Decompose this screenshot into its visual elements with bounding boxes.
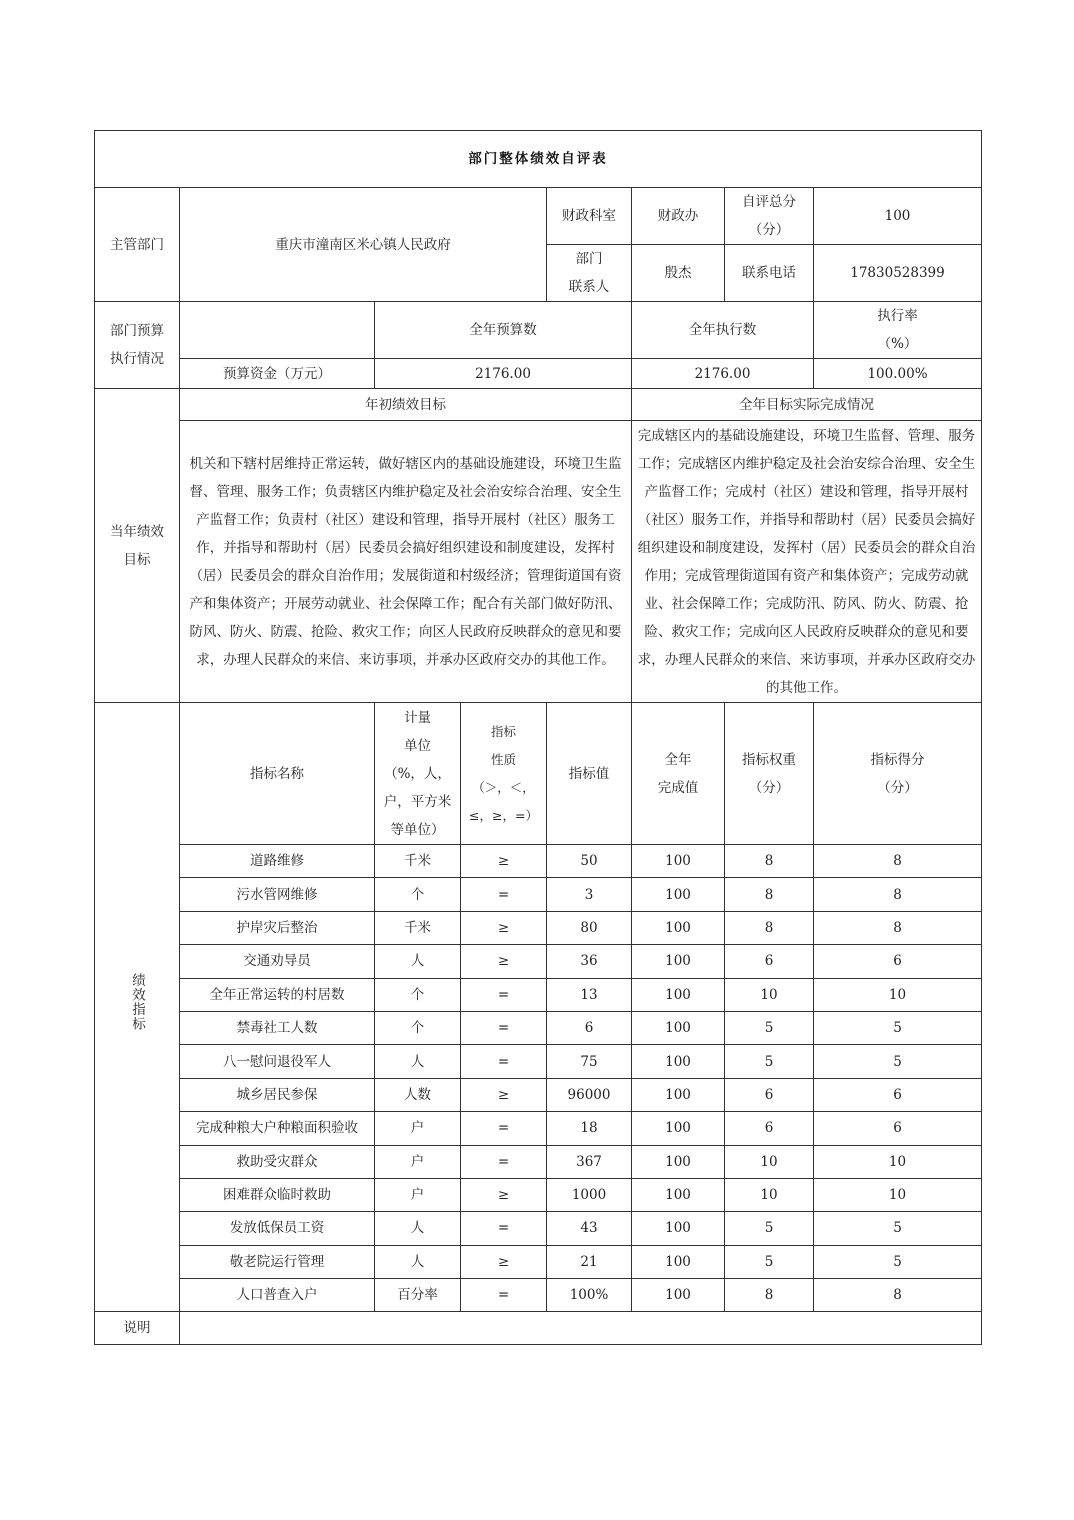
contact-value: 殷杰 (632, 245, 725, 302)
indicator-unit: 户 (375, 1112, 461, 1145)
indicator-target: 80 (547, 911, 632, 944)
indicator-row (95, 1245, 982, 1278)
col-weight-line2: （分） (748, 779, 790, 796)
indicator-unit: 个 (375, 978, 461, 1011)
indicator-name: 道路维修 (180, 845, 375, 878)
col-unit-line2: 单位 (404, 737, 431, 754)
indicator-name: 城乡居民参保 (180, 1078, 375, 1111)
col-nature-line4: ≤，≥，=） (469, 807, 538, 823)
indicator-name: 救助受灾群众 (180, 1145, 375, 1178)
indicator-nature: = (461, 878, 547, 911)
indicator-complete: 100 (632, 845, 725, 878)
budget-section-label (95, 302, 180, 389)
indicator-name: 全年正常运转的村居数 (180, 978, 375, 1011)
indicator-target: 43 (547, 1212, 632, 1245)
indicator-row (95, 845, 982, 878)
indicator-target: 50 (547, 845, 632, 878)
indicator-complete: 100 (632, 1178, 725, 1211)
indicator-complete: 100 (632, 1112, 725, 1145)
indicator-score: 10 (814, 1178, 982, 1211)
col-unit-line5: 等单位） (390, 821, 445, 838)
indicator-score: 5 (814, 1245, 982, 1278)
col-nature-line2: 性质 (490, 751, 516, 767)
budget-row-label: 预算资金（万元） (180, 359, 375, 389)
indicator-nature: = (461, 1279, 547, 1312)
indicator-target: 96000 (547, 1078, 632, 1111)
indicator-row (95, 1112, 982, 1145)
indicator-target: 18 (547, 1112, 632, 1145)
indicators-section-label-text: 绩效指标 (129, 973, 145, 1032)
indicator-score: 5 (814, 1212, 982, 1245)
indicator-score: 8 (814, 878, 982, 911)
indicator-complete: 100 (632, 1045, 725, 1078)
indicator-unit: 个 (375, 878, 461, 911)
col-complete (632, 703, 725, 845)
indicator-weight: 8 (725, 911, 814, 944)
col-weight (725, 703, 814, 845)
indicator-score: 6 (814, 945, 982, 978)
indicator-row (95, 1212, 982, 1245)
indicator-nature: = (461, 1011, 547, 1044)
indicator-complete: 100 (632, 878, 725, 911)
col-weight-line1: 指标权重 (742, 751, 796, 768)
indicator-score: 5 (814, 1045, 982, 1078)
col-annual-execution: 全年执行数 (632, 302, 814, 359)
indicator-unit: 百分率 (375, 1279, 461, 1312)
indicator-score: 6 (814, 1078, 982, 1111)
col-indicator-name: 指标名称 (180, 703, 375, 845)
indicator-score: 6 (814, 1112, 982, 1145)
indicator-name: 八一慰问退役军人 (180, 1045, 375, 1078)
office-value: 财政办 (632, 188, 725, 245)
indicator-nature: ≥ (461, 1245, 547, 1278)
phone-label: 联系电话 (725, 245, 814, 302)
indicator-nature: ≥ (461, 845, 547, 878)
indicator-target: 36 (547, 945, 632, 978)
col-actual-completion: 全年目标实际完成情况 (632, 389, 982, 421)
indicator-complete: 100 (632, 1212, 725, 1245)
dept-value: 重庆市潼南区米心镇人民政府 (180, 188, 547, 302)
indicator-nature: ≥ (461, 1178, 547, 1211)
indicator-row (95, 1045, 982, 1078)
indicator-nature: = (461, 1212, 547, 1245)
exec-value: 2176.00 (632, 359, 814, 389)
indicator-name: 困难群众临时救助 (180, 1178, 375, 1211)
office-label: 财政科室 (547, 188, 632, 245)
score-label (725, 188, 814, 245)
indicator-row (95, 878, 982, 911)
indicator-nature: = (461, 1145, 547, 1178)
contact-label-line2: 联系人 (568, 279, 610, 295)
indicator-score: 8 (814, 1279, 982, 1312)
page-title: 部门整体绩效自评表 (95, 131, 982, 188)
indicator-score: 10 (814, 978, 982, 1011)
indicator-row (95, 1078, 982, 1111)
col-unit (375, 703, 461, 845)
indicator-score: 8 (814, 845, 982, 878)
indicator-weight: 6 (725, 945, 814, 978)
col-execution-rate-line2: （%） (877, 336, 918, 352)
indicator-row (95, 911, 982, 944)
indicators-section-label (95, 703, 180, 1312)
col-nature (461, 703, 547, 845)
indicator-complete: 100 (632, 1078, 725, 1111)
indicator-weight: 10 (725, 1178, 814, 1211)
indicator-weight: 8 (725, 845, 814, 878)
indicator-name: 污水管网维修 (180, 878, 375, 911)
indicator-target: 21 (547, 1245, 632, 1278)
indicator-target: 3 (547, 878, 632, 911)
col-unit-line4: 户，平方米 (383, 793, 452, 810)
indicator-unit: 户 (375, 1178, 461, 1211)
indicator-target: 75 (547, 1045, 632, 1078)
phone-value: 17830528399 (814, 245, 982, 302)
indicator-weight: 5 (725, 1212, 814, 1245)
indicator-weight: 5 (725, 1245, 814, 1278)
contact-label-line1: 部门 (575, 251, 603, 267)
indicator-row (95, 1011, 982, 1044)
rate-value: 100.00% (814, 359, 982, 389)
score-label-line1: 自评总分 (742, 194, 796, 210)
indicator-row (95, 945, 982, 978)
indicator-name: 禁毒社工人数 (180, 1011, 375, 1044)
budget-section-label-line1: 部门预算 (110, 323, 164, 339)
indicator-target: 13 (547, 978, 632, 1011)
col-score-line1: 指标得分 (870, 751, 925, 768)
col-complete-line1: 全年 (664, 751, 692, 768)
indicator-row (95, 1279, 982, 1312)
indicator-nature: = (461, 978, 547, 1011)
indicator-row (95, 1178, 982, 1211)
indicator-complete: 100 (632, 945, 725, 978)
indicator-target: 367 (547, 1145, 632, 1178)
indicator-weight: 5 (725, 1045, 814, 1078)
indicator-complete: 100 (632, 978, 725, 1011)
indicator-name: 敬老院运行管理 (180, 1245, 375, 1278)
indicator-unit: 千米 (375, 911, 461, 944)
col-unit-line1: 计量 (404, 709, 431, 726)
indicator-target: 6 (547, 1011, 632, 1044)
col-initial-goal: 年初绩效目标 (180, 389, 632, 421)
score-value: 100 (814, 188, 982, 245)
indicator-unit: 个 (375, 1011, 461, 1044)
indicator-unit: 户 (375, 1145, 461, 1178)
notes-value (180, 1312, 982, 1345)
indicator-weight: 6 (725, 1078, 814, 1111)
indicator-weight: 10 (725, 978, 814, 1011)
indicator-unit: 人 (375, 1212, 461, 1245)
budget-value: 2176.00 (375, 359, 632, 389)
performance-self-evaluation-table (94, 130, 982, 1345)
col-unit-line3: （%，人， (384, 765, 451, 782)
indicator-weight: 5 (725, 1011, 814, 1044)
initial-goal-text: 机关和下辖村居维持正常运转，做好辖区内的基础设施建设，环境卫生监督、管理、服务工作；负责辖区内维护稳定及社会治安综合治理、安全生产监督工作；负责村（社区）建设和管理，指导开展村（社区）服务工作，并指导和帮助村（居）民委员会搞好组织建设和制度建设，发挥村（居）民委员会的群众自治作用；发展街道和村级经济；管理街道国有资产和集体资产；开展劳动就业、社会保障工作；配合有关部门做好防汛、防风、防火、防震、抢险、救灾工作；向区人民政府反映群众的意见和要求，办理人民群众的来信、来访事项，并承办区政府交办的其他工作。 (180, 421, 632, 703)
actual-completion-text: 完成辖区内的基础设施建设，环境卫生监督、管理、服务工作；完成辖区内维护稳定及社会治安综合治理、安全生产监督工作；完成村（社区）建设和管理，指导开展村（社区）服务工作，并指导和帮助村（居）民委员会搞好组织建设和制度建设，发挥村（居）民委员会的群众自治作用；完成管理街道国有资产和集体资产；完成劳动就业、社会保障工作；完成防汛、防风、防火、防震、抢险、救灾工作；完成向区人民政府反映群众的意见和要求，办理人民群众的来信、来访事项，并承办区政府交办的其他工作。 (632, 421, 982, 703)
col-annual-budget: 全年预算数 (375, 302, 632, 359)
budget-blank-cell (180, 302, 375, 359)
indicator-nature: ≥ (461, 1078, 547, 1111)
indicator-nature: ≥ (461, 911, 547, 944)
indicator-name: 交通劝导员 (180, 945, 375, 978)
indicator-nature: = (461, 1045, 547, 1078)
col-execution-rate (814, 302, 982, 359)
col-score-line2: （分） (877, 779, 918, 796)
indicator-complete: 100 (632, 1279, 725, 1312)
budget-section-label-line2: 执行情况 (110, 351, 164, 367)
goals-section-label (95, 389, 180, 703)
indicator-unit: 人数 (375, 1078, 461, 1111)
indicator-unit: 人 (375, 1045, 461, 1078)
indicator-weight: 8 (725, 878, 814, 911)
indicator-unit: 千米 (375, 845, 461, 878)
indicator-unit: 人 (375, 945, 461, 978)
indicator-name: 护岸灾后整治 (180, 911, 375, 944)
indicator-row (95, 978, 982, 1011)
contact-label (547, 245, 632, 302)
indicator-complete: 100 (632, 1245, 725, 1278)
indicator-nature: ≥ (461, 945, 547, 978)
indicator-weight: 8 (725, 1279, 814, 1312)
col-score (814, 703, 982, 845)
indicator-target: 100% (547, 1279, 632, 1312)
indicator-target: 1000 (547, 1178, 632, 1211)
score-label-line2: （分） (748, 222, 790, 238)
col-nature-line3: （＞，＜， (472, 779, 535, 795)
col-complete-line2: 完成值 (657, 779, 699, 796)
col-nature-line1: 指标 (490, 723, 516, 739)
dept-label: 主管部门 (95, 188, 180, 302)
indicator-score: 10 (814, 1145, 982, 1178)
indicator-complete: 100 (632, 1011, 725, 1044)
indicator-name: 人口普查入户 (180, 1279, 375, 1312)
indicator-score: 8 (814, 911, 982, 944)
indicator-name: 发放低保员工资 (180, 1212, 375, 1245)
notes-label: 说明 (95, 1312, 180, 1345)
indicator-complete: 100 (632, 1145, 725, 1178)
goals-section-label-line2: 目标 (123, 551, 151, 568)
indicator-unit: 人 (375, 1245, 461, 1278)
indicator-weight: 10 (725, 1145, 814, 1178)
indicator-nature: = (461, 1112, 547, 1145)
indicator-name: 完成种粮大户种粮面积验收 (180, 1112, 375, 1145)
goals-section-label-line1: 当年绩效 (110, 523, 164, 540)
indicator-score: 5 (814, 1011, 982, 1044)
indicator-complete: 100 (632, 911, 725, 944)
indicator-row (95, 1145, 982, 1178)
col-target: 指标值 (547, 703, 632, 845)
indicator-weight: 6 (725, 1112, 814, 1145)
col-execution-rate-line1: 执行率 (877, 308, 918, 324)
